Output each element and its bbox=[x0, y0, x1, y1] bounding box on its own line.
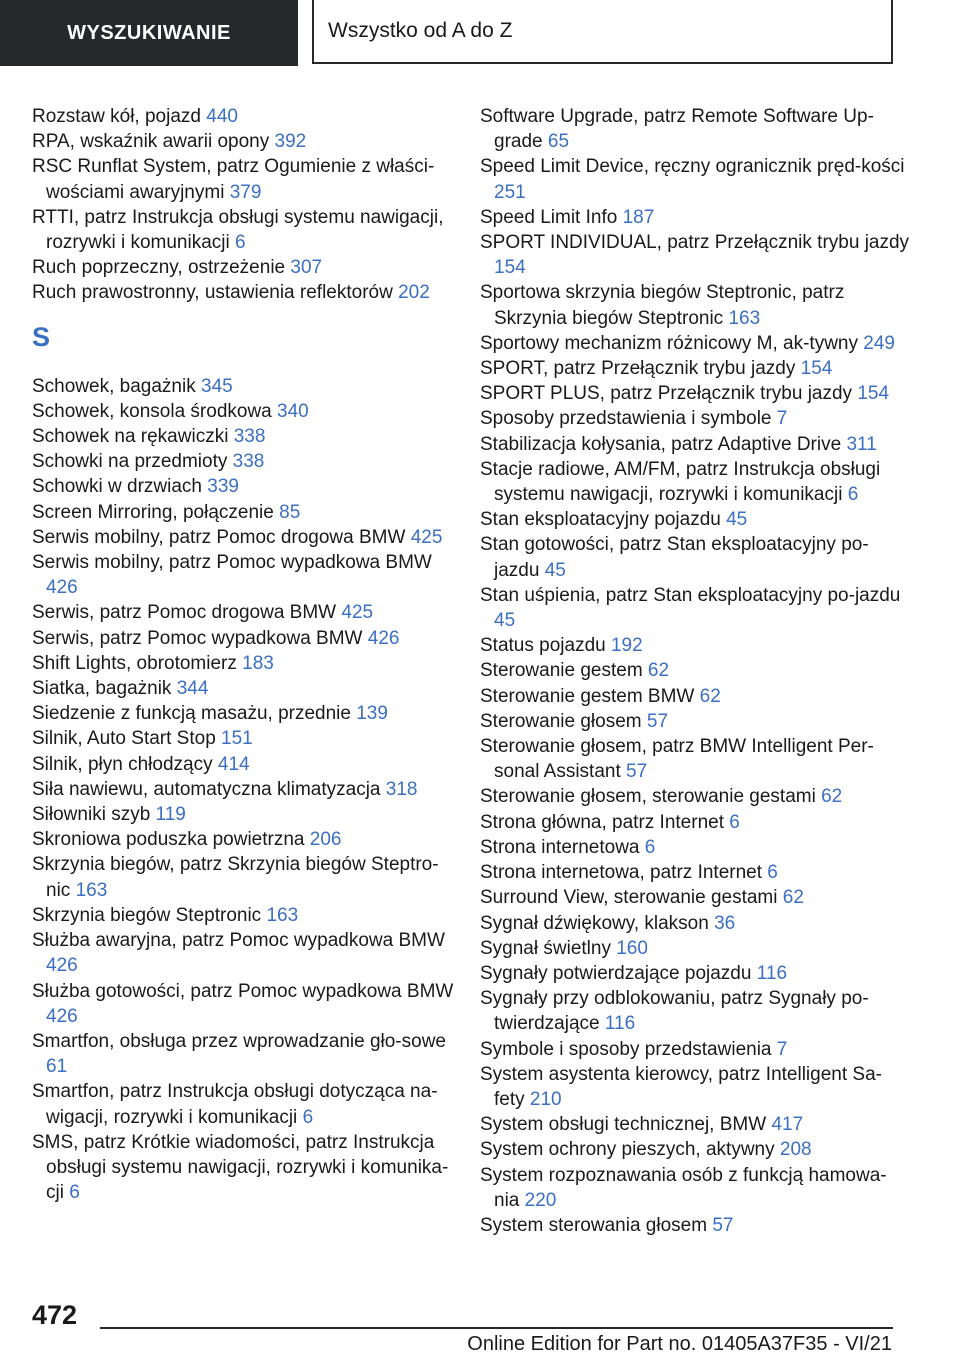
index-entry-text: Status pojazdu bbox=[480, 635, 611, 657]
index-entry-text: Schowek, bagażnik bbox=[32, 375, 201, 397]
page-reference-link[interactable]: 6 bbox=[847, 484, 859, 506]
index-entry-text: Siłowniki szyb bbox=[32, 804, 156, 826]
page-reference-link[interactable]: 210 bbox=[529, 1088, 562, 1110]
index-entry bbox=[480, 684, 910, 709]
index-entry-text: System asystenta kierowcy, patrz Intelligent Sa‐fety bbox=[480, 1063, 882, 1110]
page-reference-link[interactable]: 139 bbox=[356, 703, 388, 725]
page-reference-link[interactable]: 338 bbox=[232, 451, 265, 473]
index-entry bbox=[480, 230, 910, 280]
index-entry bbox=[32, 651, 462, 676]
index-entry-text: Skrzynia biegów Steptronic bbox=[32, 904, 267, 926]
index-entry-text: Sportowa skrzynia biegów Steptronic, patrz Skrzynia biegów Steptronic bbox=[480, 282, 845, 329]
index-entry-text: Stan eksploatacyjny pojazdu bbox=[480, 509, 727, 531]
index-entry-text: Siedzenie z funkcją masażu, przednie bbox=[32, 703, 357, 725]
section-letter: S bbox=[32, 321, 51, 352]
index-entry-text: Silnik, płyn chłodzący bbox=[32, 753, 218, 775]
index-entry-text: Serwis mobilny, patrz Pomoc wypadkowa BMW bbox=[32, 552, 432, 574]
section-tab[interactable]: WYSZUKIWANIE bbox=[0, 0, 298, 66]
index-entry-text: Służba gotowości, patrz Pomoc wypadkowa BMW bbox=[32, 980, 454, 1002]
index-entry bbox=[32, 449, 462, 474]
index-entry-text: Sygnał dźwiękowy, klakson bbox=[480, 912, 715, 934]
page-reference-link[interactable]: 163 bbox=[728, 307, 761, 329]
index-entry-text: RTTI, patrz Instrukcja obsługi systemu nawigacji, rozrywki i komunikacji bbox=[32, 206, 444, 254]
page-reference-link[interactable]: 7 bbox=[776, 408, 788, 430]
index-entry-text: Sygnały potwierdzające pojazdu bbox=[480, 962, 757, 984]
index-entry-text: SPORT, patrz Przełącznik trybu jazdy bbox=[480, 358, 801, 380]
index-entry bbox=[480, 1112, 910, 1137]
index-entry-text: Skroniowa poduszka powietrzna bbox=[32, 829, 310, 851]
index-entry bbox=[32, 676, 462, 701]
page-reference-link[interactable]: 417 bbox=[771, 1114, 804, 1136]
page-reference-link[interactable]: 192 bbox=[610, 635, 643, 657]
page-reference-link[interactable]: 338 bbox=[233, 426, 266, 448]
index-entry-text: System sterowania głosem bbox=[480, 1214, 713, 1236]
index-entry bbox=[32, 928, 462, 978]
index-entry bbox=[480, 381, 910, 406]
index-entry bbox=[480, 936, 910, 961]
index-column-left bbox=[32, 104, 462, 1205]
index-entry bbox=[480, 532, 910, 582]
index-entry bbox=[32, 1130, 462, 1206]
edition-text: Online Edition for Part no. 01405A37F35 - VI/21 bbox=[467, 1333, 892, 1355]
index-list-s bbox=[32, 374, 462, 1206]
index-entry bbox=[32, 255, 462, 280]
index-entry-text: SMS, patrz Krótkie wiadomości, patrz Instrukcja obsługi systemu nawigacji, rozrywki i komunika‐cji bbox=[32, 1131, 449, 1204]
index-entry bbox=[480, 432, 910, 457]
index-entry-text: Stan uśpienia, patrz Stan eksploatacyjny po‐jazdu bbox=[480, 584, 901, 606]
index-entry bbox=[480, 633, 910, 658]
index-entry-text: Smartfon, obsługa przez wprowadzanie gło‐sowe bbox=[32, 1030, 446, 1052]
index-entry bbox=[32, 802, 462, 827]
page-reference-link[interactable]: 318 bbox=[385, 778, 418, 800]
index-entry bbox=[480, 507, 910, 532]
index-entry bbox=[480, 1137, 910, 1162]
index-entry-text: Speed Limit Device, ręczny ogranicznik pręd‐kości bbox=[480, 156, 905, 178]
index-entry-text: Speed Limit Info bbox=[480, 206, 623, 228]
index-entry bbox=[480, 986, 910, 1036]
page-reference-link[interactable]: 163 bbox=[266, 904, 299, 926]
page-reference-link[interactable]: 183 bbox=[242, 652, 274, 674]
page-reference-link[interactable]: 163 bbox=[75, 879, 108, 901]
index-entry bbox=[32, 1079, 462, 1129]
page-reference-link[interactable]: 6 bbox=[767, 862, 778, 884]
page-reference-link[interactable]: 154 bbox=[857, 383, 890, 405]
index-entry-text: Ruch poprzeczny, ostrzeżenie bbox=[32, 257, 291, 279]
index-entry bbox=[480, 835, 910, 860]
page-reference-link[interactable]: 62 bbox=[647, 660, 670, 682]
page-reference-link[interactable]: 426 bbox=[367, 627, 400, 649]
index-entry-text: Screen Mirroring, połączenie bbox=[32, 501, 280, 523]
page-reference-link[interactable]: 340 bbox=[277, 400, 309, 422]
index-entry-text: Skrzynia biegów, patrz Skrzynia biegów Steptro‐nic bbox=[32, 854, 439, 901]
index-entry-text: Shift Lights, obrotomierz bbox=[32, 652, 243, 674]
page-reference-link[interactable]: 36 bbox=[714, 912, 736, 934]
page-reference-link[interactable]: 345 bbox=[201, 375, 233, 397]
index-entry bbox=[32, 752, 462, 777]
index-entry-text: Serwis, patrz Pomoc wypadkowa BMW bbox=[32, 627, 368, 649]
index-entry bbox=[480, 911, 910, 936]
index-list-s-continued bbox=[480, 104, 910, 1238]
page-reference-link[interactable]: 392 bbox=[274, 131, 307, 153]
page-reference-link[interactable]: 45 bbox=[494, 610, 516, 632]
index-entry-text: Symbole i sposoby przedstawienia bbox=[480, 1038, 777, 1060]
index-entry bbox=[32, 424, 462, 449]
footer-divider bbox=[100, 1327, 893, 1329]
index-entry bbox=[480, 331, 910, 356]
index-entry bbox=[32, 280, 462, 305]
index-column-right bbox=[480, 104, 910, 1238]
page-reference-link[interactable]: 62 bbox=[699, 685, 721, 707]
index-entry bbox=[32, 399, 462, 424]
index-entry bbox=[480, 356, 910, 381]
index-entry bbox=[480, 1062, 910, 1112]
page-reference-link[interactable]: 379 bbox=[229, 181, 262, 203]
page-reference-link[interactable]: 65 bbox=[547, 131, 570, 153]
index-entry bbox=[32, 154, 462, 204]
index-entry-text: System ochrony pieszych, aktywny bbox=[480, 1139, 780, 1161]
page-reference-link[interactable]: 440 bbox=[206, 106, 238, 127]
index-entry-text: System rozpoznawania osób z funkcją hamowa‐nia bbox=[480, 1164, 887, 1211]
index-entry bbox=[32, 525, 462, 550]
index-entry-text: Strona internetowa bbox=[480, 836, 645, 858]
index-entry-text: Siła nawiewu, automatyczna klimatyzacja bbox=[32, 778, 386, 800]
page-reference-link[interactable]: 151 bbox=[221, 728, 253, 750]
page-reference-link[interactable]: 414 bbox=[217, 753, 250, 775]
page-reference-link[interactable]: 220 bbox=[524, 1189, 557, 1211]
index-entry bbox=[32, 827, 462, 852]
page-reference-link[interactable]: 154 bbox=[494, 257, 526, 279]
index-entry-text: Strona główna, patrz Internet bbox=[480, 811, 730, 833]
index-entry-text: Software Upgrade, patrz Remote Software Up‐grade bbox=[480, 106, 874, 153]
index-entry-text: Sportowy mechanizm różnicowy M, ak‐tywny bbox=[480, 332, 864, 354]
page-reference-link[interactable]: 45 bbox=[544, 559, 566, 581]
index-entry-text: Schowek na rękawiczki bbox=[32, 426, 234, 448]
page-reference-link[interactable]: 6 bbox=[644, 836, 656, 858]
index-entry-text: Strona internetowa, patrz Internet bbox=[480, 862, 768, 884]
index-entry-text: Schowki na przedmioty bbox=[32, 451, 233, 473]
page-reference-link[interactable]: 426 bbox=[46, 1005, 78, 1027]
index-entry-text: Sterowanie gestem bbox=[480, 660, 648, 682]
page-reference-link[interactable]: 61 bbox=[46, 1056, 68, 1078]
page-header bbox=[0, 0, 960, 66]
index-entry bbox=[480, 154, 910, 204]
page-reference-link[interactable]: 154 bbox=[800, 358, 833, 380]
page-reference-link[interactable]: 116 bbox=[604, 1013, 636, 1035]
index-entry bbox=[480, 1163, 910, 1213]
index-entry-text: Sygnały przy odblokowaniu, patrz Sygnały po‐twierdzające bbox=[480, 988, 869, 1035]
page-reference-link[interactable]: 426 bbox=[46, 955, 78, 977]
index-entry-text: SPORT PLUS, patrz Przełącznik trybu jazdy bbox=[480, 383, 858, 405]
index-entry-text: Siatka, bagażnik bbox=[32, 678, 177, 700]
index-entry-text: Służba awaryjna, patrz Pomoc wypadkowa BMW bbox=[32, 930, 445, 952]
index-entry-text: Serwis mobilny, patrz Pomoc drogowa BMW bbox=[32, 526, 411, 548]
page-reference-link[interactable]: 202 bbox=[398, 282, 430, 304]
index-entry bbox=[32, 600, 462, 625]
index-entry bbox=[32, 852, 462, 902]
page-reference-link[interactable]: 57 bbox=[646, 710, 669, 732]
index-entry bbox=[480, 961, 910, 986]
index-entry bbox=[32, 205, 462, 255]
index-entry bbox=[32, 777, 462, 802]
index-entry-text: Ruch prawostronny, ustawienia reflektorów bbox=[32, 282, 399, 304]
index-entry bbox=[480, 1037, 910, 1062]
page-reference-link[interactable]: 339 bbox=[207, 476, 239, 498]
index-entry bbox=[480, 885, 910, 910]
page-reference-link[interactable]: 425 bbox=[341, 602, 374, 624]
index-entry bbox=[480, 860, 910, 885]
index-entry-text: Sterowanie głosem, patrz BMW Intelligent Per‐sonal Assistant bbox=[480, 736, 874, 783]
index-entry bbox=[32, 979, 462, 1029]
page-reference-link[interactable]: 6 bbox=[69, 1182, 80, 1204]
index-entry bbox=[32, 1029, 462, 1079]
index-entry bbox=[32, 726, 462, 751]
page-reference-link[interactable]: 307 bbox=[290, 257, 323, 279]
page-reference-link[interactable]: 425 bbox=[410, 526, 443, 548]
index-entry bbox=[480, 709, 910, 734]
index-entry bbox=[32, 500, 462, 525]
page-reference-link[interactable]: 57 bbox=[712, 1214, 734, 1236]
index-entry-text: Schowek, konsola środkowa bbox=[32, 400, 278, 422]
index-entry-text: Schowki w drzwiach bbox=[32, 476, 208, 498]
index-entry bbox=[480, 1213, 910, 1238]
index-entry-text: Serwis, patrz Pomoc drogowa BMW bbox=[32, 602, 342, 624]
index-entry bbox=[480, 205, 910, 230]
page-reference-link[interactable]: 6 bbox=[234, 232, 246, 254]
index-entry bbox=[32, 626, 462, 651]
index-entry-text: Stabilizacja kołysania, patrz Adaptive Drive bbox=[480, 433, 847, 455]
page-reference-link[interactable]: 45 bbox=[726, 509, 748, 531]
index-entry bbox=[480, 658, 910, 683]
index-entry bbox=[32, 550, 462, 600]
page-reference-link[interactable]: 6 bbox=[729, 811, 740, 833]
page-reference-link[interactable]: 311 bbox=[846, 433, 877, 455]
index-entry bbox=[480, 784, 910, 809]
index-entry-text: Stacje radiowe, AM/FM, patrz Instrukcja obsługi systemu nawigacji, rozrywki i komunikacji bbox=[480, 458, 881, 506]
index-entry-text: RSC Runflat System, patrz Ogumienie z właści‐wościami awaryjnymi bbox=[32, 156, 435, 203]
index-entry-text: Sterowanie głosem, sterowanie gestami bbox=[480, 786, 822, 808]
index-entry bbox=[32, 701, 462, 726]
page-reference-link[interactable]: 6 bbox=[302, 1106, 314, 1128]
index-entry-text: System obsługi technicznej, BMW bbox=[480, 1114, 772, 1136]
index-entry-text: Stan gotowości, patrz Stan eksploatacyjny po‐jazdu bbox=[480, 534, 869, 581]
page-reference-link[interactable]: 62 bbox=[782, 887, 804, 909]
page-reference-link[interactable]: 206 bbox=[309, 829, 342, 851]
index-entry bbox=[32, 474, 462, 499]
page-reference-link[interactable]: 251 bbox=[494, 181, 526, 203]
index-entry bbox=[32, 903, 462, 928]
page-reference-link[interactable]: 85 bbox=[279, 501, 301, 523]
page-reference-link[interactable]: 344 bbox=[176, 678, 209, 700]
index-entry-text: Sygnał świetlny bbox=[480, 937, 617, 959]
index-entry bbox=[480, 406, 910, 431]
index-entry bbox=[32, 129, 462, 154]
page-number: 472 bbox=[32, 1300, 78, 1330]
page-reference-link[interactable]: 62 bbox=[821, 786, 843, 808]
page-reference-link[interactable]: 116 bbox=[756, 962, 788, 984]
index-entry-text: Rozstaw kół, pojazd bbox=[32, 106, 207, 127]
index-entry-text: RPA, wskaźnik awarii opony bbox=[32, 131, 275, 153]
index-entry-text: Sposoby przedstawienia i symbole bbox=[480, 408, 777, 430]
index-entry-text: Surround View, sterowanie gestami bbox=[480, 887, 783, 909]
page-reference-link[interactable]: 160 bbox=[616, 937, 648, 959]
index-entry-text: Sterowanie gestem BMW bbox=[480, 685, 700, 707]
index-entry-text: Silnik, Auto Start Stop bbox=[32, 728, 222, 750]
index-entry bbox=[480, 583, 910, 633]
index-entry bbox=[480, 810, 910, 835]
index-entry-text: Smartfon, patrz Instrukcja obsługi dotycząca na‐wigacji, rozrywki i komunikacji bbox=[32, 1081, 438, 1128]
index-entry bbox=[32, 104, 462, 129]
page-reference-link[interactable]: 208 bbox=[779, 1139, 812, 1161]
page-reference-link[interactable]: 119 bbox=[155, 804, 186, 826]
index-entry-text: Sterowanie głosem bbox=[480, 710, 647, 732]
index-entry bbox=[480, 104, 910, 154]
page-reference-link[interactable]: 7 bbox=[776, 1038, 788, 1060]
page-reference-link[interactable]: 249 bbox=[863, 332, 895, 354]
page-reference-link[interactable]: 187 bbox=[622, 206, 655, 228]
page-reference-link[interactable]: 426 bbox=[46, 577, 78, 599]
index-entry bbox=[480, 280, 910, 330]
breadcrumb[interactable]: Wszystko od A do Z bbox=[312, 0, 893, 64]
index-entry bbox=[32, 374, 462, 399]
page-reference-link[interactable]: 57 bbox=[626, 761, 648, 783]
index-entry bbox=[480, 457, 910, 507]
index-entry-text: SPORT INDIVIDUAL, patrz Przełącznik trybu jazdy bbox=[480, 232, 910, 254]
index-entry bbox=[480, 734, 910, 784]
index-list-r bbox=[32, 104, 462, 306]
